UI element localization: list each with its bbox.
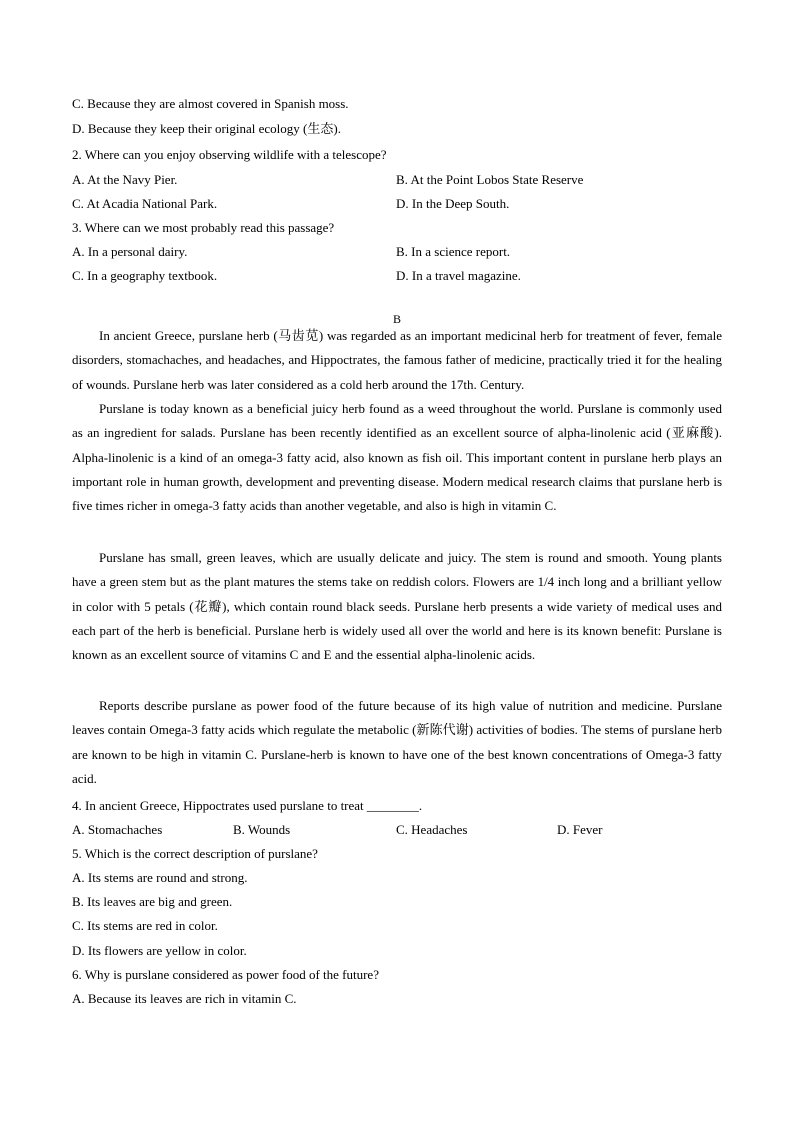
q3-option-a: A. In a personal dairy. <box>72 244 188 259</box>
q4-question: 4. In ancient Greece, Hippoctrates used purslane to treat ________. <box>72 798 423 813</box>
q3-option-d: D. In a travel magazine. <box>396 268 521 283</box>
q3-question: 3. Where can we most probably read this passage? <box>72 220 335 235</box>
q5-option-b: B. Its leaves are big and green. <box>72 894 233 909</box>
q1-option-d: D. Because they keep their original ecology (生态). <box>72 121 341 136</box>
passage-paragraph-3: Purslane has small, green leaves, which are usually delicate and juicy. The stem is round and smooth. Young plants have a green stem but as the plant matures the stems take on reddish colors. Flowers are 1/4 inch long and a brilliant yellow in color with 5 petals (花瓣), which contain round black seeds. Purslane herb presents a wide variety of medical uses and each part of the herb is beneficial. Purslane herb is widely used all over the world and here is its known benefit: Purslane is known as an excellent source of vitamins C and E and the essential alpha-linolenic acids. <box>72 550 722 663</box>
q3-option-b: B. In a science report. <box>396 244 511 259</box>
q4-option-d: D. Fever <box>557 822 603 837</box>
q5-option-d: D. Its flowers are yellow in color. <box>72 943 247 958</box>
passage-paragraph-2: Purslane is today known as a beneficial juicy herb found as a weed throughout the world. Purslane is commonly used as an ingredient for salads. Purslane has been recently identified as an excellent source of alpha-linolenic acid (亚麻酸). Alpha-linolenic is a kind of an omega-3 fatty acid, also known as fish oil. This important content in purslane herb plays an important role in human growth, development and preventing disease. Modern medical research claims that purslane herb is five times richer in omega-3 fatty acids than another vegetable, and also is high in vitamin C. <box>72 401 722 514</box>
q2-question: 2. Where can you enjoy observing wildlife with a telescope? <box>72 147 387 162</box>
q3-option-c: C. In a geography textbook. <box>72 268 218 283</box>
q2-option-b: B. At the Point Lobos State Reserve <box>396 172 584 187</box>
passage-paragraph-1: In ancient Greece, purslane herb (马齿苋) was regarded as an important medicinal herb for treatment of fever, female disorders, stomachaches, and headaches, and Hippoctrates, the famous father of medicine, practically tried it for the healing of wounds. Purslane herb was later considered as a cold herb around the 17th. Century. <box>72 328 722 392</box>
q5-option-a: A. Its stems are round and strong. <box>72 870 248 885</box>
q4-option-a: A. Stomachaches <box>72 822 163 837</box>
q2-option-d: D. In the Deep South. <box>396 196 510 211</box>
section-b-label: B <box>392 312 401 326</box>
q5-option-c: C. Its stems are red in color. <box>72 918 218 933</box>
q2-option-c: C. At Acadia National Park. <box>72 196 218 211</box>
q6-option-a: A. Because its leaves are rich in vitamin C. <box>72 991 297 1006</box>
q6-question: 6. Why is purslane considered as power food of the future? <box>72 967 379 982</box>
q2-option-a: A. At the Navy Pier. <box>72 172 178 187</box>
q1-option-c: C. Because they are almost covered in Spanish moss. <box>72 96 349 111</box>
q4-option-c: C. Headaches <box>396 822 468 837</box>
q4-option-b: B. Wounds <box>233 822 291 837</box>
passage-paragraph-4: Reports describe purslane as power food of the future because of its high value of nutrition and medicine. Purslane leaves contain Omega-3 fatty acids which regulate the metabolic (新陈代谢) activities of bodies. The stems of purslane herb are known to be high in vitamin C. Purslane-herb is known to have one of the best known concentrations of Omega-3 fatty acid. <box>72 698 722 786</box>
q5-question: 5. Which is the correct description of purslane? <box>72 846 318 861</box>
